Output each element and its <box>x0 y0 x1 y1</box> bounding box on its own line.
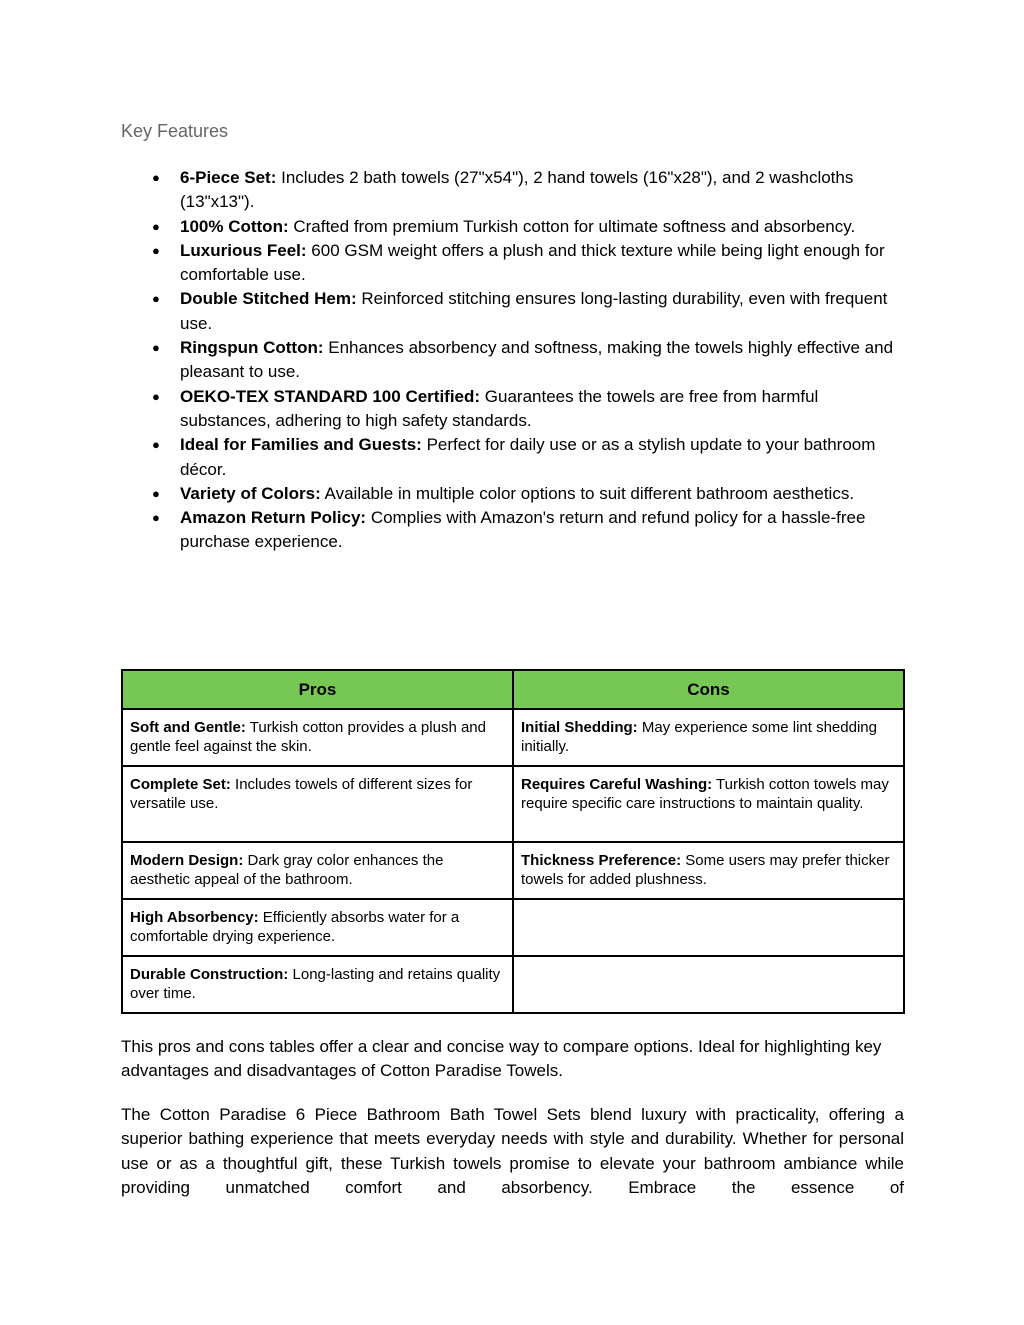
feature-item <box>121 215 904 239</box>
pro-label: Soft and Gentle: <box>130 719 246 736</box>
feature-text: Includes 2 bath towels (27"x54"), 2 hand towels (16"x28"), and 2 washcloths (13"x13"). <box>180 168 854 212</box>
pro-label: Modern Design: <box>130 852 244 869</box>
pro-text: Includes towels of different sizes for versatile use. <box>130 776 473 813</box>
conclusion-paragraph: The Cotton Paradise 6 Piece Bathroom Bath Towel Sets blend luxury with practicality, offering a superior bathing experience that meets everyday needs with style and durability. Whether for personal use or as a thoughtful gift, these Turkish towels promise to elevate your bathroom ambiance while providing unmatched comfort and absorbency. Embrace the essence of <box>121 1105 904 1197</box>
feature-item <box>121 336 904 385</box>
bullet-icon: ● <box>152 291 160 307</box>
pro-label: High Absorbency: <box>130 909 259 926</box>
pros-cons-table <box>121 669 905 1014</box>
summary-paragraph: This pros and cons tables offer a clear and concise way to compare options. Ideal for highlighting key advantages and disadvantages of Cotton Paradise Towels. <box>121 1037 882 1081</box>
table-row <box>122 899 904 956</box>
table-header-row <box>122 670 904 709</box>
feature-item <box>121 239 904 288</box>
con-label: Thickness Preference: <box>521 852 682 869</box>
con-text: Some users may prefer thicker towels for added plushness. <box>521 852 890 889</box>
con-cell <box>513 709 904 766</box>
feature-text: Enhances absorbency and softness, making the towels highly effective and pleasant to use. <box>180 338 894 382</box>
con-text: Turkish cotton towels may require specific care instructions to maintain quality. <box>521 776 889 813</box>
con-label: Requires Careful Washing: <box>521 776 713 793</box>
feature-text: Complies with Amazon's return and refund policy for a hassle-free purchase experience. <box>180 508 866 552</box>
bullet-icon: ● <box>152 388 160 404</box>
pro-cell <box>122 899 513 956</box>
pro-cell <box>122 842 513 899</box>
bullet-icon: ● <box>152 242 160 258</box>
pro-label: Durable Construction: <box>130 966 289 983</box>
feature-item <box>121 166 904 215</box>
pro-label: Complete Set: <box>130 776 231 793</box>
feature-text: Available in multiple color options to suit different bathroom aesthetics. <box>320 483 855 503</box>
pro-cell <box>122 956 513 1013</box>
pro-cell <box>122 766 513 842</box>
table-row <box>122 766 904 842</box>
bullet-icon: ● <box>152 170 160 185</box>
feature-label: Variety of Colors: <box>180 483 321 503</box>
table-row <box>122 956 904 1013</box>
con-cell-empty <box>513 899 904 956</box>
feature-label: 6-Piece Set: <box>180 168 277 187</box>
bullet-icon: ● <box>152 437 160 453</box>
feature-item <box>121 506 904 555</box>
feature-label: Luxurious Feel: <box>180 240 307 260</box>
pros-header: Pros <box>122 670 513 709</box>
feature-label: Ringspun Cotton: <box>180 338 324 358</box>
feature-text: Reinforced stitching ensures long-lasting durability, even with frequent use. <box>180 289 888 333</box>
con-cell <box>513 842 904 899</box>
key-features-list <box>121 166 904 555</box>
feature-label: Amazon Return Policy: <box>180 508 367 528</box>
feature-label: OEKO-TEX STANDARD 100 Certified: <box>180 386 481 406</box>
feature-text: Crafted from premium Turkish cotton for ultimate softness and absorbency. <box>288 216 856 236</box>
feature-text: 600 GSM weight offers a plush and thick texture while being light enough for comfortable use. <box>180 240 885 285</box>
table-row <box>122 842 904 899</box>
feature-item <box>121 287 904 336</box>
section-heading: Key Features <box>121 121 229 141</box>
bullet-icon: ● <box>152 485 160 501</box>
feature-item <box>121 385 904 434</box>
pro-cell <box>122 709 513 766</box>
feature-item <box>121 482 904 506</box>
feature-text: Perfect for daily use or as a stylish update to your bathroom décor. <box>180 435 876 479</box>
con-text: May experience some lint shedding initially. <box>521 719 877 756</box>
table-row <box>122 709 904 766</box>
bullet-icon: ● <box>152 510 160 526</box>
con-label: Initial Shedding: <box>521 719 638 736</box>
feature-label: Double Stitched Hem: <box>180 289 357 309</box>
pro-text: Turkish cotton provides a plush and gentle feel against the skin. <box>130 719 486 756</box>
con-cell <box>513 766 904 842</box>
cons-header: Cons <box>513 670 904 709</box>
feature-label: 100% Cotton: <box>180 216 289 236</box>
bullet-icon: ● <box>152 340 160 356</box>
pro-text: Efficiently absorbs water for a comfortable drying experience. <box>130 909 460 946</box>
pro-text: Long-lasting and retains quality over time. <box>130 966 501 1003</box>
pro-text: Dark gray color enhances the aesthetic appeal of the bathroom. <box>130 852 444 889</box>
feature-text: Guarantees the towels are free from harmful substances, adhering to high safety standards. <box>180 386 819 430</box>
bullet-icon: ● <box>152 218 160 234</box>
con-cell-empty <box>513 956 904 1013</box>
feature-item <box>121 433 904 482</box>
feature-label: Ideal for Families and Guests: <box>180 435 422 455</box>
